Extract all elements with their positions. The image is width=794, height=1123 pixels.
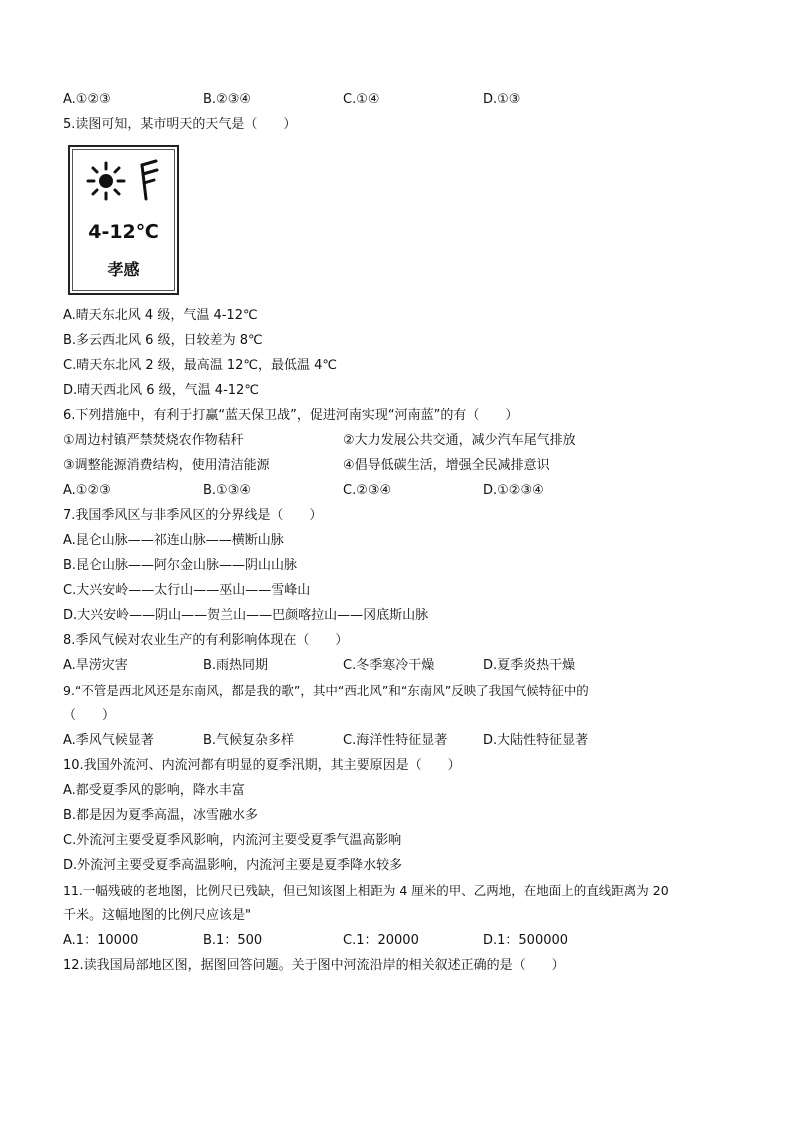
q10-option-b: B.都是因为夏季高温，冰雪融水多 [63, 808, 259, 823]
q5-option-c: C.晴天东北风 2 级，最高温 12℃，最低温 4℃ [63, 358, 338, 373]
q5-option-d: D.晴天西北风 6 级，气温 4-12℃ [63, 383, 259, 398]
weather-card [68, 145, 179, 295]
q11-option-c: C.1：20000 [343, 933, 419, 948]
q8-option-b: B.雨热同期 [203, 658, 269, 673]
q9-option-d: D.大陆性特征显著 [483, 733, 589, 748]
q7-option-c: C.大兴安岭——太行山——巫山——雪峰山 [63, 583, 311, 598]
q4-option-b: B.②③④ [203, 92, 252, 107]
q5-option-b: B.多云西北风 6 级，日较差为 8℃ [63, 333, 263, 348]
q12-stem: 12.读我国局部地区图，据图回答问题。关于图中河流沿岸的相关叙述正确的是（ ） [63, 958, 565, 973]
q9-option-b: B.气候复杂多样 [203, 733, 295, 748]
q6-option-d: D.①②③④ [483, 483, 544, 498]
q7-option-b: B.昆仑山脉——阿尔金山脉——阴山山脉 [63, 558, 298, 573]
q10-option-d: D.外流河主要受夏季高温影响，内流河主要是夏季降水较多 [63, 858, 403, 873]
q11-option-d: D.1：500000 [483, 933, 569, 948]
q4-option-c: C.①④ [343, 92, 380, 107]
weather-city: 孝感 [107, 260, 140, 279]
q11-option-a: A.1：10000 [63, 933, 139, 948]
q9-option-a: A.季风气候显著 [63, 733, 154, 748]
weather-temp: 4-12℃ [88, 221, 159, 243]
q8-stem: 8.季风气候对农业生产的有利影响体现在（ ） [63, 633, 349, 648]
q4-option-d: D.①③ [483, 92, 521, 107]
q5-stem: 5.读图可知，某市明天的天气是（ ） [63, 117, 297, 132]
q6-item-2: ②大力发展公共交通，减少汽车尾气排放 [343, 433, 576, 448]
q9-stem: 9.“不管是西北风还是东南风，都是我的歌”，其中“西北风”和“东南风”反映了我国气候特征中的 [63, 683, 589, 698]
q7-option-d: D.大兴安岭——阴山——贺兰山——巴颜喀拉山——冈底斯山脉 [63, 608, 429, 623]
q7-option-a: A.昆仑山脉——祁连山脉——横断山脉 [63, 533, 284, 548]
q10-option-c: C.外流河主要受夏季风影响，内流河主要受夏季气温高影响 [63, 833, 402, 848]
q4-option-a: A.①②③ [63, 92, 111, 107]
q10-option-a: A.都受夏季风的影响，降水丰富 [63, 783, 245, 798]
q11-stem-cont: 千米。这幅地图的比例尺应该是" [63, 908, 251, 923]
q6-option-c: C.②③④ [343, 483, 392, 498]
q7-stem: 7.我国季风区与非季风区的分界线是（ ） [63, 508, 323, 523]
q6-option-b: B.①③④ [203, 483, 252, 498]
q6-stem: 6.下列措施中，有利于打赢“蓝天保卫战”，促进河南实现“河南蓝”的有（ ） [63, 408, 519, 423]
q11-option-b: B.1：500 [203, 933, 263, 948]
q6-item-3: ③调整能源消费结构，使用清洁能源 [63, 458, 270, 473]
q8-option-c: C.冬季寒冷干燥 [343, 658, 435, 673]
wind-barb-icon [132, 159, 162, 203]
q11-stem: 11.一幅残破的老地图，比例尺已残缺，但已知该图上相距为 4 厘米的甲、乙两地，在地面上的直线距离为 20 [63, 883, 669, 898]
q9-stem-cont: （ ） [63, 708, 116, 723]
q8-option-a: A.旱涝灾害 [63, 658, 128, 673]
q6-item-4: ④倡导低碳生活，增强全民减排意识 [343, 458, 550, 473]
q6-option-a: A.①②③ [63, 483, 111, 498]
sun-icon [86, 161, 126, 201]
q8-option-d: D.夏季炎热干燥 [483, 658, 576, 673]
q9-option-c: C.海洋性特征显著 [343, 733, 448, 748]
q5-option-a: A.晴天东北风 4 级，气温 4-12℃ [63, 308, 258, 323]
q10-stem: 10.我国外流河、内流河都有明显的夏季汛期，其主要原因是（ ） [63, 758, 461, 773]
q6-item-1: ①周边村镇严禁焚烧农作物秸秆 [63, 433, 244, 448]
